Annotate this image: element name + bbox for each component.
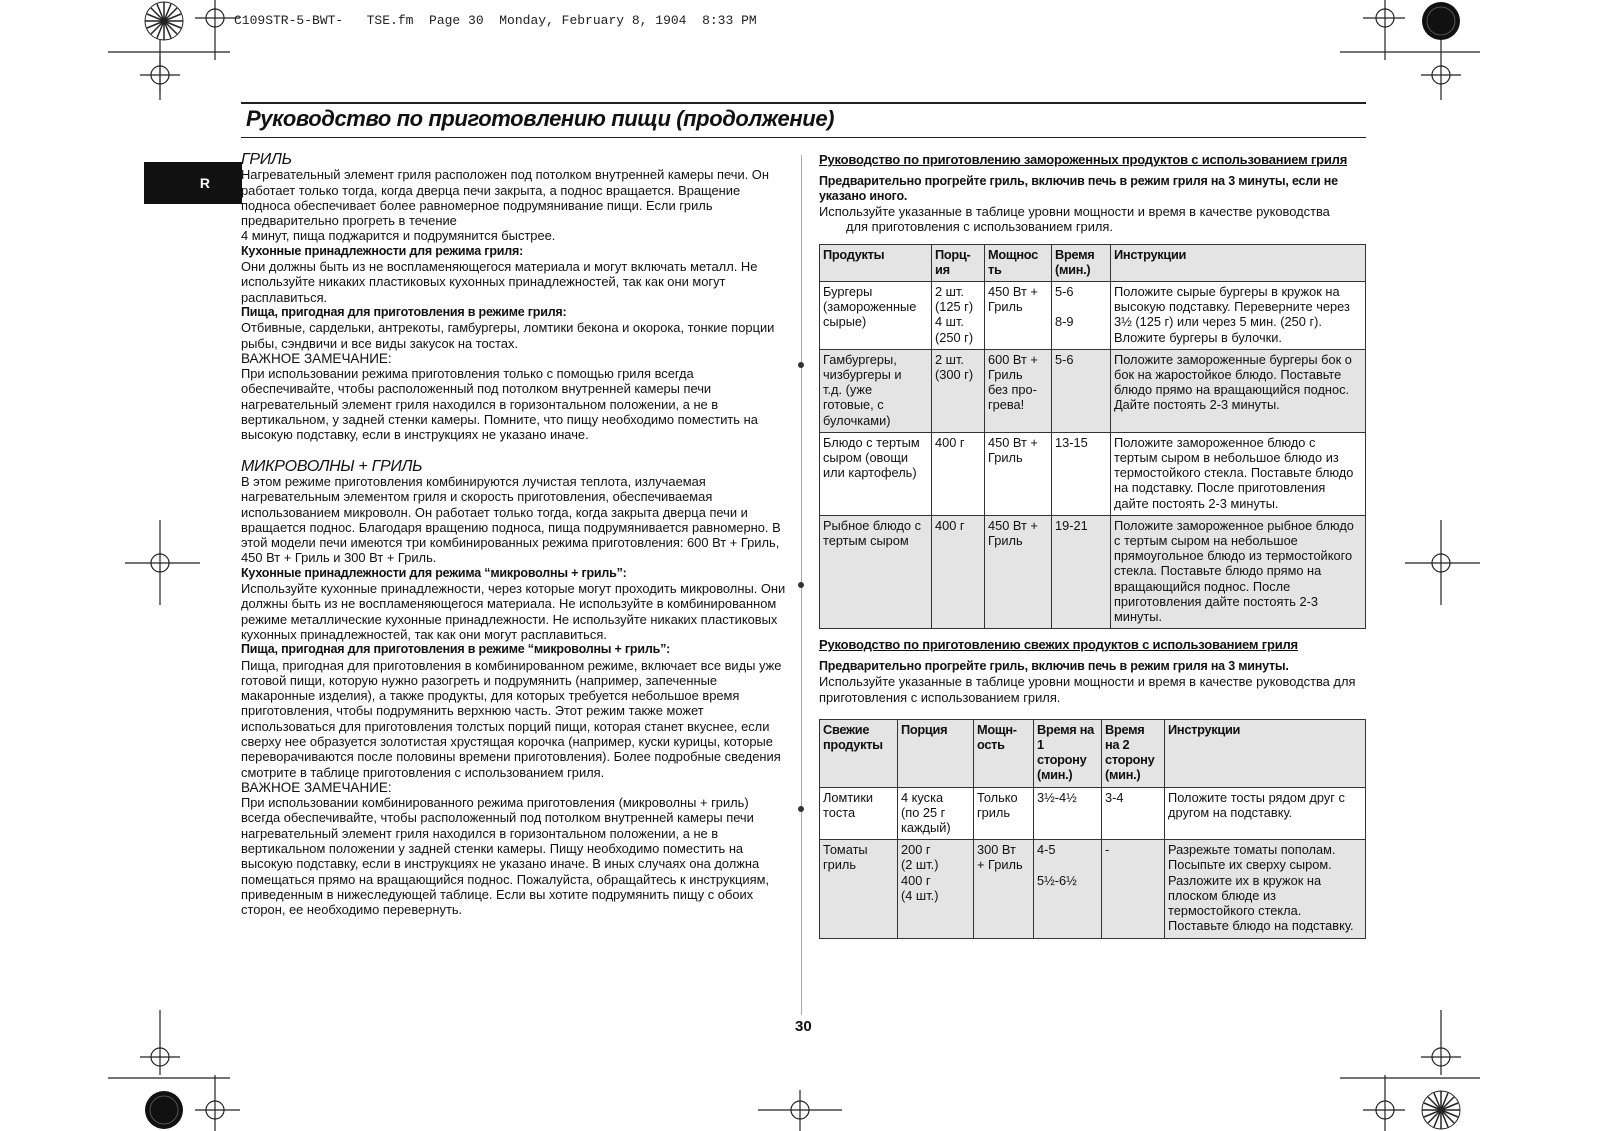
table-cell: Только гриль xyxy=(974,787,1034,840)
table-cell: 13-15 xyxy=(1052,432,1111,515)
note-text: При использовании комбинированного режима приготовления (микроволны + гриль) всегда обеспечивайте, чтобы расположенный под потолком внутренней камеры печи нагревательный элемент гриля находился в горизонтальном положении, а не в вертикальном положении у задней стенки камеры. Пищу необходимо поместить на высокую подставку, если в инструкциях не указано иначе. В иных случаях она должна помещаться прямо на вращающийся поднос. Пожалуйста, обращайтесь к инструкциям, приведенным в нижеследующей таблице. Если вы хотите подрумянить пищу с обоих сторон, ее необходимо перевернуть. xyxy=(241,795,770,918)
table-row xyxy=(820,282,1366,350)
title-rule-top xyxy=(241,102,1366,104)
frozen-guide-heading: Руководство по приготовлению замороженных продуктов с использованием гриля xyxy=(819,152,1348,167)
table-cell: 5-6 8-9 xyxy=(1052,282,1111,350)
table-header-cell: Время на 1 сторону (мин.) xyxy=(1034,719,1102,787)
table-cell: 450 Вт + Гриль xyxy=(985,282,1052,350)
note-text: При использовании режима приготовления только с помощью гриля всегда обеспечивайте, чтобы расположенный под потолком внутренней камеры печи нагревательный элемент гриля находился в горизонтальном положении, а не в вертикальном, у задней стенки камеры. Помните, что пищу необходимо поместить на высокую подставку, если в инструкциях не указано иначе. xyxy=(241,366,758,443)
table-header-cell: Порция xyxy=(898,719,974,787)
combi-accessories-heading: Кухонные принадлежности для режима “микроволны + гриль”: xyxy=(241,565,627,580)
frozen-intro-line: Используйте указанные в таблице уровни мощности и время в качестве руководства xyxy=(819,204,1330,219)
file-header: C109STR-5-BWT- TSE.fm Page 30 Monday, February 8, 1904 8:33 PM xyxy=(234,13,757,28)
table-cell: Положите замороженное рыбное блюдо с тертым сыром на небольшое прямоугольное блюдо из термостойкого стекла. Поставьте блюдо прямо на вращающийся поднос. После приготовления дайте постоять 2-3 минуты. xyxy=(1111,515,1366,628)
fresh-table xyxy=(819,719,1366,939)
table-header-cell: Продукты xyxy=(820,244,932,281)
table-row xyxy=(820,840,1366,938)
table-header-cell: Мощнос ть xyxy=(985,244,1052,281)
divider-dot xyxy=(798,582,804,588)
table-cell: 3½-4½ xyxy=(1034,787,1102,840)
table-cell: Положите тосты рядом друг с другом на подставку. xyxy=(1165,787,1366,840)
divider-dot xyxy=(798,362,804,368)
table-header-cell: Время на 2 сторону (мин.) xyxy=(1102,719,1165,787)
table-cell: Положите сырые бургеры в кружок на высокую подставку. Переверните через 3½ (125 г) или через 5 мин. (250 г). Вложите бургеры в булочки. xyxy=(1111,282,1366,350)
left-column xyxy=(241,152,787,918)
fresh-intro: Используйте указанные в таблице уровни мощности и время в качестве руководства для приготовления с использованием гриля. xyxy=(819,674,1356,705)
table-header-cell: Порц- ия xyxy=(932,244,985,281)
frozen-intro xyxy=(819,204,1367,235)
frozen-intro-line: для приготовления с использованием гриля. xyxy=(846,219,1113,235)
combi-text: В этом режиме приготовления комбинируются лучистая теплота, излучаемая нагревательным элементом гриля и скорость приготовления, обеспечиваемая использованием микроволн. Он работает только тогда, когда закрыта дверца печи и вращается поднос. Благодаря вращению подноса, пища подрумянивается равномерно. В этой модели печи имеются три комбинированных режима приготовления: 600 Вт + Гриль, 450 Вт + Гриль и 300 Вт + Гриль. xyxy=(241,473,781,566)
combi-food-text: Пища, пригодная для приготовления в комбинированном режиме, включает все виды уже готовой пищи, которую нужно разогреть и подрумянить (например, запеченные макаронные изделия), а также продукты, для которых требуется небольшое время приготовления, чтобы подрумянить верхнюю часть. Этот режим также может использоваться для приготовления толстых порций пищи, которая станет вкуснее, если сверху нее образуется золотистая хрустящая корочка (например, куски курицы, которые переворачиваются после половины времени приготовления). Более подробные сведения смотрите в таблице приготовления с использованием гриля. xyxy=(241,657,782,780)
table-header-row xyxy=(820,244,1366,281)
table-cell: 450 Вт + Гриль xyxy=(985,432,1052,515)
table-cell: Рыбное блюдо с тертым сыром xyxy=(820,515,932,628)
table-cell: 400 г xyxy=(932,515,985,628)
note-heading: ВАЖНОЕ ЗАМЕЧАНИЕ: xyxy=(241,779,392,795)
table-header-cell: Инструкции xyxy=(1165,719,1366,787)
table-cell: 2 шт. (300 г) xyxy=(932,349,985,432)
frozen-table xyxy=(819,244,1366,630)
table-header-cell: Мощн- ость xyxy=(974,719,1034,787)
grill-text: Нагревательный элемент гриля расположен под потолком внутренней камеры печи. Он работает только тогда, когда дверца печи закрыта, а поднос вращается. Вращение подноса обеспечивает более равномерное подрумянивание пищи. Если гриль предварительно прогреть в течение 4 минут, пища поджарится и подрумянится быстрее. xyxy=(241,167,769,244)
combi-heading: МИКРОВОЛНЫ + ГРИЛЬ xyxy=(241,457,423,475)
grill-food-heading: Пища, пригодная для приготовления в режиме гриля: xyxy=(241,304,567,319)
table-row xyxy=(820,787,1366,840)
grill-accessories-text: Они должны быть из не воспламеняющегося материала и могут включать металл. Не используйте никаких пластиковых кухонных принадлежностей, так как они могут расплавиться. xyxy=(241,259,758,305)
table-cell: Гамбургеры, чизбургеры и т.д. (уже готовые, с булочками) xyxy=(820,349,932,432)
table-header-cell: Инструкции xyxy=(1111,244,1366,281)
table-cell: 5-6 xyxy=(1052,349,1111,432)
fresh-preheat-note: Предварительно прогрейте гриль, включив печь в режим гриля на 3 минуты. xyxy=(819,659,1289,674)
table-cell: 19-21 xyxy=(1052,515,1111,628)
fresh-guide-heading: Руководство по приготовлению свежих продуктов с использованием гриля xyxy=(819,637,1298,653)
table-cell: 300 Вт + Гриль xyxy=(974,840,1034,938)
combi-accessories-text: Используйте кухонные принадлежности, через которые могут проходить микроволны. Они должны быть из не воспламеняющегося материала. Не используйте в комбинированном режиме металлические кухонные принадлежности. Не используйте никаких пластиковых кухонных принадлежностей, так как они могут расплавиться. xyxy=(241,581,786,642)
table-cell: 4 куска (по 25 г каждый) xyxy=(898,787,974,840)
table-row xyxy=(820,432,1366,515)
table-cell: - xyxy=(1102,840,1165,938)
table-cell: Ломтики тоста xyxy=(820,787,898,840)
page-number: 30 xyxy=(795,1018,812,1035)
table-cell: Томаты гриль xyxy=(820,840,898,938)
table-cell: 200 г (2 шт.) 400 г (4 шт.) xyxy=(898,840,974,938)
grill-accessories-heading: Кухонные принадлежности для режима гриля: xyxy=(241,243,524,258)
table-cell: Положите замороженное блюдо с тертым сыром в небольшое блюдо из термостойкого стекла. Поставьте блюдо на подставку. После приготовления дайте постоять 2-3 минуты. xyxy=(1111,432,1366,515)
grill-heading: ГРИЛЬ xyxy=(241,151,292,168)
language-tab-label: R xyxy=(199,175,210,191)
note-heading: ВАЖНОЕ ЗАМЕЧАНИЕ: xyxy=(241,350,392,366)
table-cell: 4-5 5½-6½ xyxy=(1034,840,1102,938)
table-cell: 3-4 xyxy=(1102,787,1165,840)
page-title: Руководство по приготовлению пищи (продолжение) xyxy=(246,106,835,131)
grill-food-text: Отбивные, сардельки, антрекоты, гамбургеры, ломтики бекона и окорока, тонкие порции рыбы, сэндвичи и все виды закусок на тостах. xyxy=(241,320,775,351)
table-row xyxy=(820,515,1366,628)
combi-food-heading: Пища, пригодная для приготовления в режиме “микроволны + гриль”: xyxy=(241,642,671,657)
table-cell: Положите замороженные бургеры бок о бок на жаростойкое блюдо. Поставьте блюдо прямо на вращающийся поднос. Дайте постоять 2-3 минуты. xyxy=(1111,349,1366,432)
table-cell: Бургеры (замороженные сырые) xyxy=(820,282,932,350)
table-cell: 450 Вт + Гриль xyxy=(985,515,1052,628)
frozen-preheat-note: Предварительно прогрейте гриль, включив печь в режим гриля на 3 минуты, если не указано иного. xyxy=(819,174,1338,203)
table-cell: Блюдо с тертым сыром (овощи или картофель) xyxy=(820,432,932,515)
table-row xyxy=(820,349,1366,432)
table-cell: 2 шт. (125 г) 4 шт. (250 г) xyxy=(932,282,985,350)
language-tab xyxy=(144,162,242,204)
table-cell: 600 Вт + Гриль без про- грева! xyxy=(985,349,1052,432)
table-cell: Разрежьте томаты пополам. Посыпьте их сверху сыром. Разложите их в кружок на плоском блюде из термостойкого стекла. Поставьте блюдо на подставку. xyxy=(1165,840,1366,938)
table-cell: 400 г xyxy=(932,432,985,515)
table-header-cell: Время (мин.) xyxy=(1052,244,1111,281)
divider-dot xyxy=(798,806,804,812)
right-column xyxy=(819,152,1367,939)
table-header-cell: Свежие продукты xyxy=(820,719,898,787)
title-rule-bottom xyxy=(241,137,1366,138)
table-header-row xyxy=(820,719,1366,787)
